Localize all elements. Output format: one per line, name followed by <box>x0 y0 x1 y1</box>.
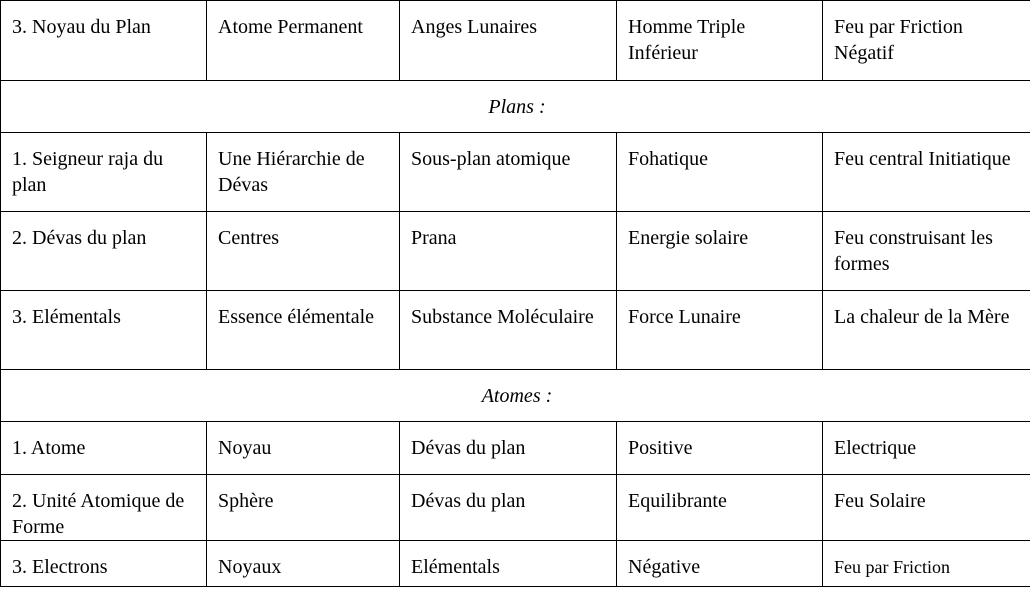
table-cell: 1. Atome <box>1 422 207 475</box>
table-cell: 2. Unité Atomique de Forme <box>1 475 207 541</box>
table-cell: Anges Lunaires <box>400 1 617 81</box>
table-cell: Feu Solaire <box>823 475 1030 541</box>
table-cell: Centres <box>207 212 400 291</box>
table-cell: Energie solaire <box>617 212 823 291</box>
table-row <box>1 212 1030 291</box>
table-cell: Sphère <box>207 475 400 541</box>
table-cell: Equilibrante <box>617 475 823 541</box>
table-cell: 3. Noyau du Plan <box>1 1 207 81</box>
table-cell: Force Lunaire <box>617 291 823 370</box>
table-cell: Sous-plan atomique <box>400 133 617 212</box>
table-row <box>1 1 1030 81</box>
table-row <box>1 541 1030 587</box>
table-cell: Feu par Friction Négatif <box>823 1 1030 81</box>
table-cell: Substance Moléculaire <box>400 291 617 370</box>
table-cell: Dévas du plan <box>400 422 617 475</box>
table-cell: Une Hiérarchie de Dévas <box>207 133 400 212</box>
table-cell: Prana <box>400 212 617 291</box>
table-cell: 1. Seigneur raja du plan <box>1 133 207 212</box>
table-cell: Positive <box>617 422 823 475</box>
table-cell: Noyaux <box>207 541 400 587</box>
table-cell: Dévas du plan <box>400 475 617 541</box>
table-cell: 3. Elémentals <box>1 291 207 370</box>
table-row <box>1 475 1030 541</box>
table-cell: Négative <box>617 541 823 587</box>
table-cell: Homme Triple Inférieur <box>617 1 823 81</box>
table-cell: Feu par Friction <box>823 541 1030 587</box>
section-heading-atomes: Atomes : <box>1 370 1030 422</box>
table-cell: Noyau <box>207 422 400 475</box>
table-cell: 2. Dévas du plan <box>1 212 207 291</box>
table-cell: Fohatique <box>617 133 823 212</box>
table-cell: Elémentals <box>400 541 617 587</box>
section-row-atomes <box>1 370 1030 422</box>
section-row-plans <box>1 81 1030 133</box>
table-cell: Feu construisant les formes <box>823 212 1030 291</box>
table-row <box>1 133 1030 212</box>
table-cell: Atome Permanent <box>207 1 400 81</box>
table-row <box>1 291 1030 370</box>
table-cell: Feu central Initiatique <box>823 133 1030 212</box>
table-row <box>1 422 1030 475</box>
table-cell: 3. Electrons <box>1 541 207 587</box>
table-cell: Electrique <box>823 422 1030 475</box>
table-cell: Essence élémentale <box>207 291 400 370</box>
section-heading-plans: Plans : <box>1 81 1030 133</box>
table-cell: La chaleur de la Mère <box>823 291 1030 370</box>
